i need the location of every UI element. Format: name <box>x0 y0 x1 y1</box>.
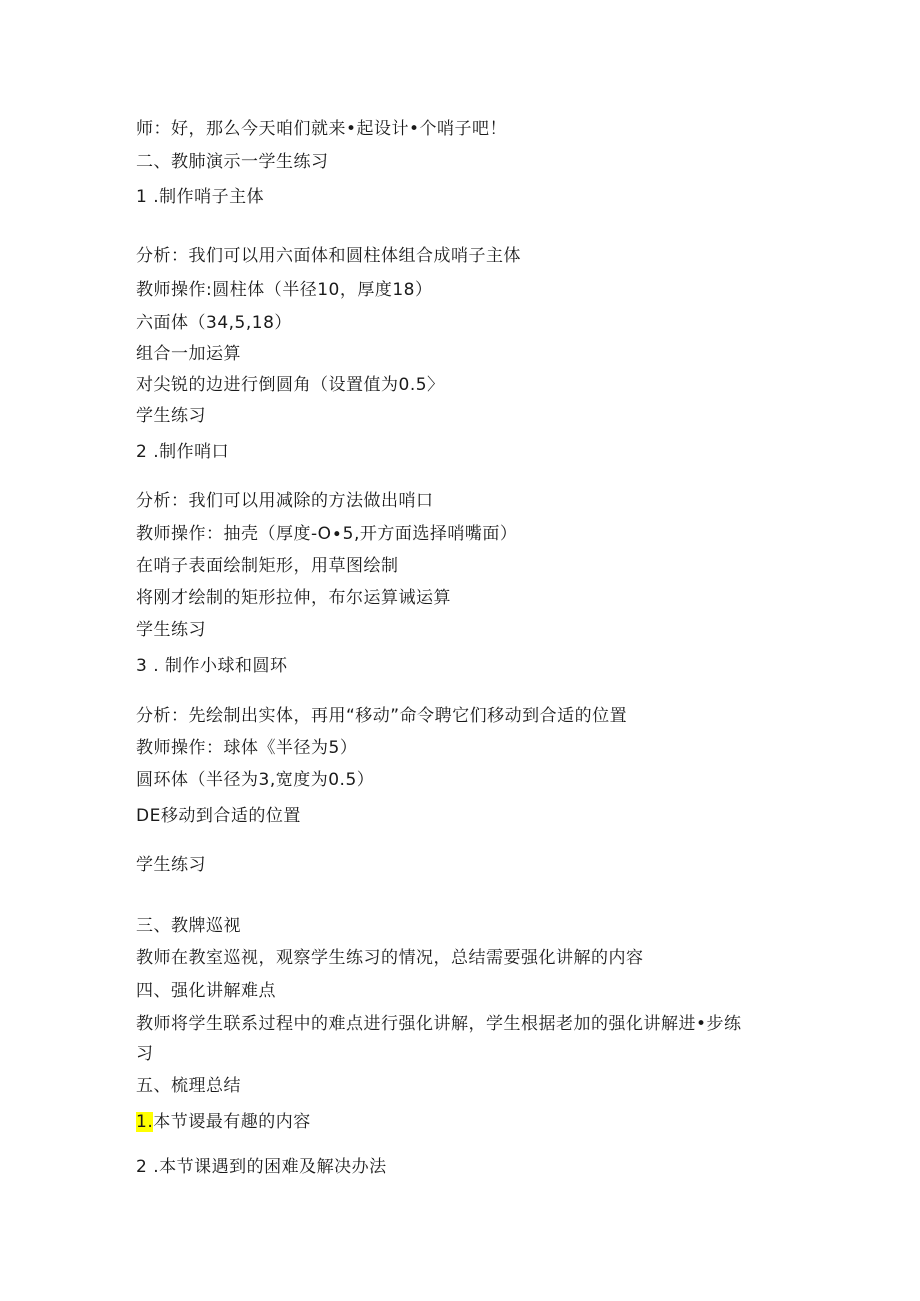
text-line: 分析：先绘制出实体，再用“移动”命令聘它们移动到合适的位置 <box>136 706 628 726</box>
step-heading-text: 本节谡最有趣的内容 <box>153 1112 311 1132</box>
text-line: 组合一加运算 <box>136 344 241 364</box>
highlight-mark: 1. <box>136 1112 154 1132</box>
text-line: 教师操作：球体《半径为5） <box>136 738 358 758</box>
text-line: 习 <box>136 1044 154 1064</box>
text-line: 学生练习 <box>136 406 206 426</box>
text-line: 学生练习 <box>136 855 206 875</box>
step-heading: 3 . 制作小球和圆环 <box>136 656 288 676</box>
text-line: 在哨子表面绘制矩形，用草图绘制 <box>136 556 399 576</box>
text-line: 分析：我们可以用减除的方法做出哨口 <box>136 491 434 511</box>
text-line: 学生练习 <box>136 620 206 640</box>
section-heading: 二、教肺演示一学生练习 <box>136 152 329 172</box>
section-heading: 三、教牌巡视 <box>136 916 241 936</box>
text-line: 对尖锐的边进行倒圆角（设置值为0.5〉 <box>136 375 445 395</box>
text-line: 教师操作:圆柱体（半径10，厚度18） <box>136 280 433 300</box>
text-line: 师：好，那么今天咱们就来•起设计•个哨子吧！ <box>136 119 508 139</box>
step-heading: 1 .制作哨子主体 <box>136 187 265 207</box>
text-line: 教师将学生联系过程中的难点进行强化讲解，学生根据老加的强化讲解进•步练 <box>136 1014 742 1034</box>
step-heading-highlighted <box>136 1111 311 1133</box>
text-line: 六面体（34,5,18） <box>136 313 292 333</box>
section-heading: 五、梳理总结 <box>136 1076 241 1096</box>
text-line: 教师操作：抽壳（厚度-O∙5,开方面选择哨嘴面） <box>136 524 518 544</box>
section-heading: 四、强化讲解难点 <box>136 981 276 1001</box>
step-heading: 2 .本节课遇到的困难及解决办法 <box>136 1157 387 1177</box>
step-heading: 2 .制作哨口 <box>136 442 230 462</box>
text-line: 将刚才绘制的矩形拉伸，布尔运算诫运算 <box>136 588 451 608</box>
text-line: 教师在教室巡视，观察学生练习的情况，总结需要强化讲解的内容 <box>136 948 644 968</box>
text-line: 分析：我们可以用六面体和圆柱体组合成哨子主体 <box>136 246 521 266</box>
text-line: DE移动到合适的位置 <box>136 806 301 826</box>
text-line: 圆环体（半径为3,宽度为0.5） <box>136 770 375 790</box>
